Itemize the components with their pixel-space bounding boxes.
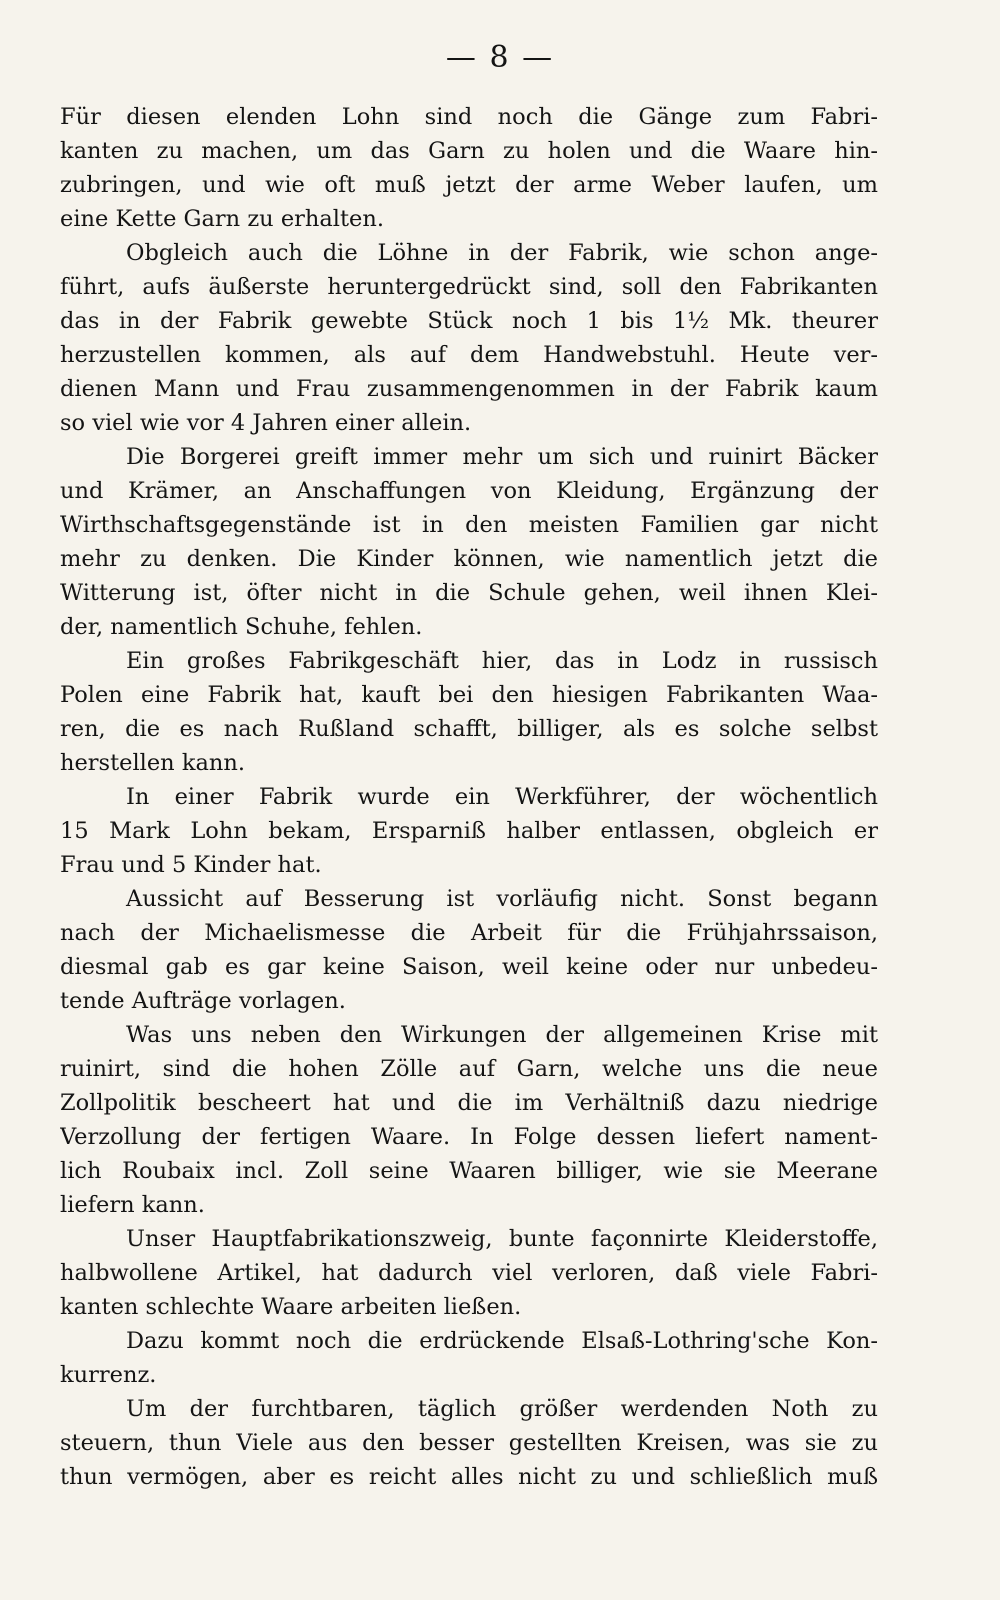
text-line: nach der Michaelismesse die Arbeit für die Frühjahrssaison, bbox=[60, 920, 878, 946]
text-line: Frau und 5 Kinder hat. bbox=[60, 852, 322, 878]
text-line: Unser Hauptfabrikationszweig, bunte façonnirte Kleiderstoffe, bbox=[126, 1226, 878, 1252]
text-line: mehr zu denken. Die Kinder können, wie namentlich jetzt die bbox=[60, 546, 878, 572]
text-line: lich Roubaix incl. Zoll seine Waaren billiger, wie sie Meerane bbox=[60, 1158, 878, 1184]
text-line: liefern kann. bbox=[60, 1192, 205, 1218]
text-line: Obgleich auch die Löhne in der Fabrik, wie schon ange- bbox=[126, 240, 878, 266]
text-line: zubringen, und wie oft muß jetzt der arme Weber laufen, um bbox=[60, 172, 878, 198]
text-line: Zollpolitik bescheert hat und die im Verhältniß dazu niedrige bbox=[60, 1090, 878, 1116]
text-line: so viel wie vor 4 Jahren einer allein. bbox=[60, 410, 472, 436]
text-line: das in der Fabrik gewebte Stück noch 1 bis 1½ Mk. theurer bbox=[60, 308, 878, 334]
text-line: kurrenz. bbox=[60, 1362, 157, 1388]
text-line: Aussicht auf Besserung ist vorläufig nicht. Sonst begann bbox=[126, 886, 878, 912]
text-line: 15 Mark Lohn bekam, Ersparniß halber entlassen, obgleich er bbox=[60, 818, 878, 844]
text-line: ruinirt, sind die hohen Zölle auf Garn, welche uns die neue bbox=[60, 1056, 878, 1082]
text-line: Witterung ist, öfter nicht in die Schule gehen, weil ihnen Klei- bbox=[60, 580, 878, 606]
text-line: Für diesen elenden Lohn sind noch die Gänge zum Fabri- bbox=[60, 104, 878, 130]
body-text bbox=[60, 100, 878, 1494]
text-line: Polen eine Fabrik hat, kauft bei den hiesigen Fabrikanten Waa- bbox=[60, 682, 878, 708]
text-line: ren, die es nach Rußland schafft, billiger, als es solche selbst bbox=[60, 716, 878, 742]
text-line: führt, aufs äußerste heruntergedrückt sind, soll den Fabrikanten bbox=[60, 274, 878, 300]
text-line: Wirthschaftsgegenstände ist in den meisten Familien gar nicht bbox=[60, 512, 878, 538]
text-line: thun vermögen, aber es reicht alles nicht zu und schließlich muß bbox=[60, 1464, 878, 1490]
text-line: Verzollung der fertigen Waare. In Folge dessen liefert nament- bbox=[60, 1124, 878, 1150]
text-line: tende Aufträge vorlagen. bbox=[60, 988, 346, 1014]
page-number: — 8 — bbox=[445, 40, 555, 75]
text-line: herzustellen kommen, als auf dem Handwebstuhl. Heute ver- bbox=[60, 342, 878, 368]
text-line: Was uns neben den Wirkungen der allgemeinen Krise mit bbox=[126, 1022, 878, 1048]
text-line: herstellen kann. bbox=[60, 750, 245, 776]
text-line: diesmal gab es gar keine Saison, weil keine oder nur unbedeu- bbox=[60, 954, 878, 980]
text-line: steuern, thun Viele aus den besser gestellten Kreisen, was sie zu bbox=[60, 1430, 878, 1456]
text-line: halbwollene Artikel, hat dadurch viel verloren, daß viele Fabri- bbox=[60, 1260, 878, 1286]
text-line: eine Kette Garn zu erhalten. bbox=[60, 206, 384, 232]
text-line: In einer Fabrik wurde ein Werkführer, der wöchentlich bbox=[126, 784, 878, 810]
text-line: Ein großes Fabrikgeschäft hier, das in Lodz in russisch bbox=[126, 648, 878, 674]
text-line: und Krämer, an Anschaffungen von Kleidung, Ergänzung der bbox=[60, 478, 878, 504]
text-line: Um der furchtbaren, täglich größer werdenden Noth zu bbox=[126, 1396, 878, 1422]
text-line: dienen Mann und Frau zusammengenommen in der Fabrik kaum bbox=[60, 376, 878, 402]
text-line: Dazu kommt noch die erdrückende Elsaß-Lothring'sche Kon- bbox=[126, 1328, 878, 1354]
text-line: Die Borgerei greift immer mehr um sich und ruinirt Bäcker bbox=[126, 444, 878, 470]
text-line: der, namentlich Schuhe, fehlen. bbox=[60, 614, 423, 640]
text-line: kanten zu machen, um das Garn zu holen und die Waare hin- bbox=[60, 138, 878, 164]
text-line: kanten schlechte Waare arbeiten ließen. bbox=[60, 1294, 522, 1320]
